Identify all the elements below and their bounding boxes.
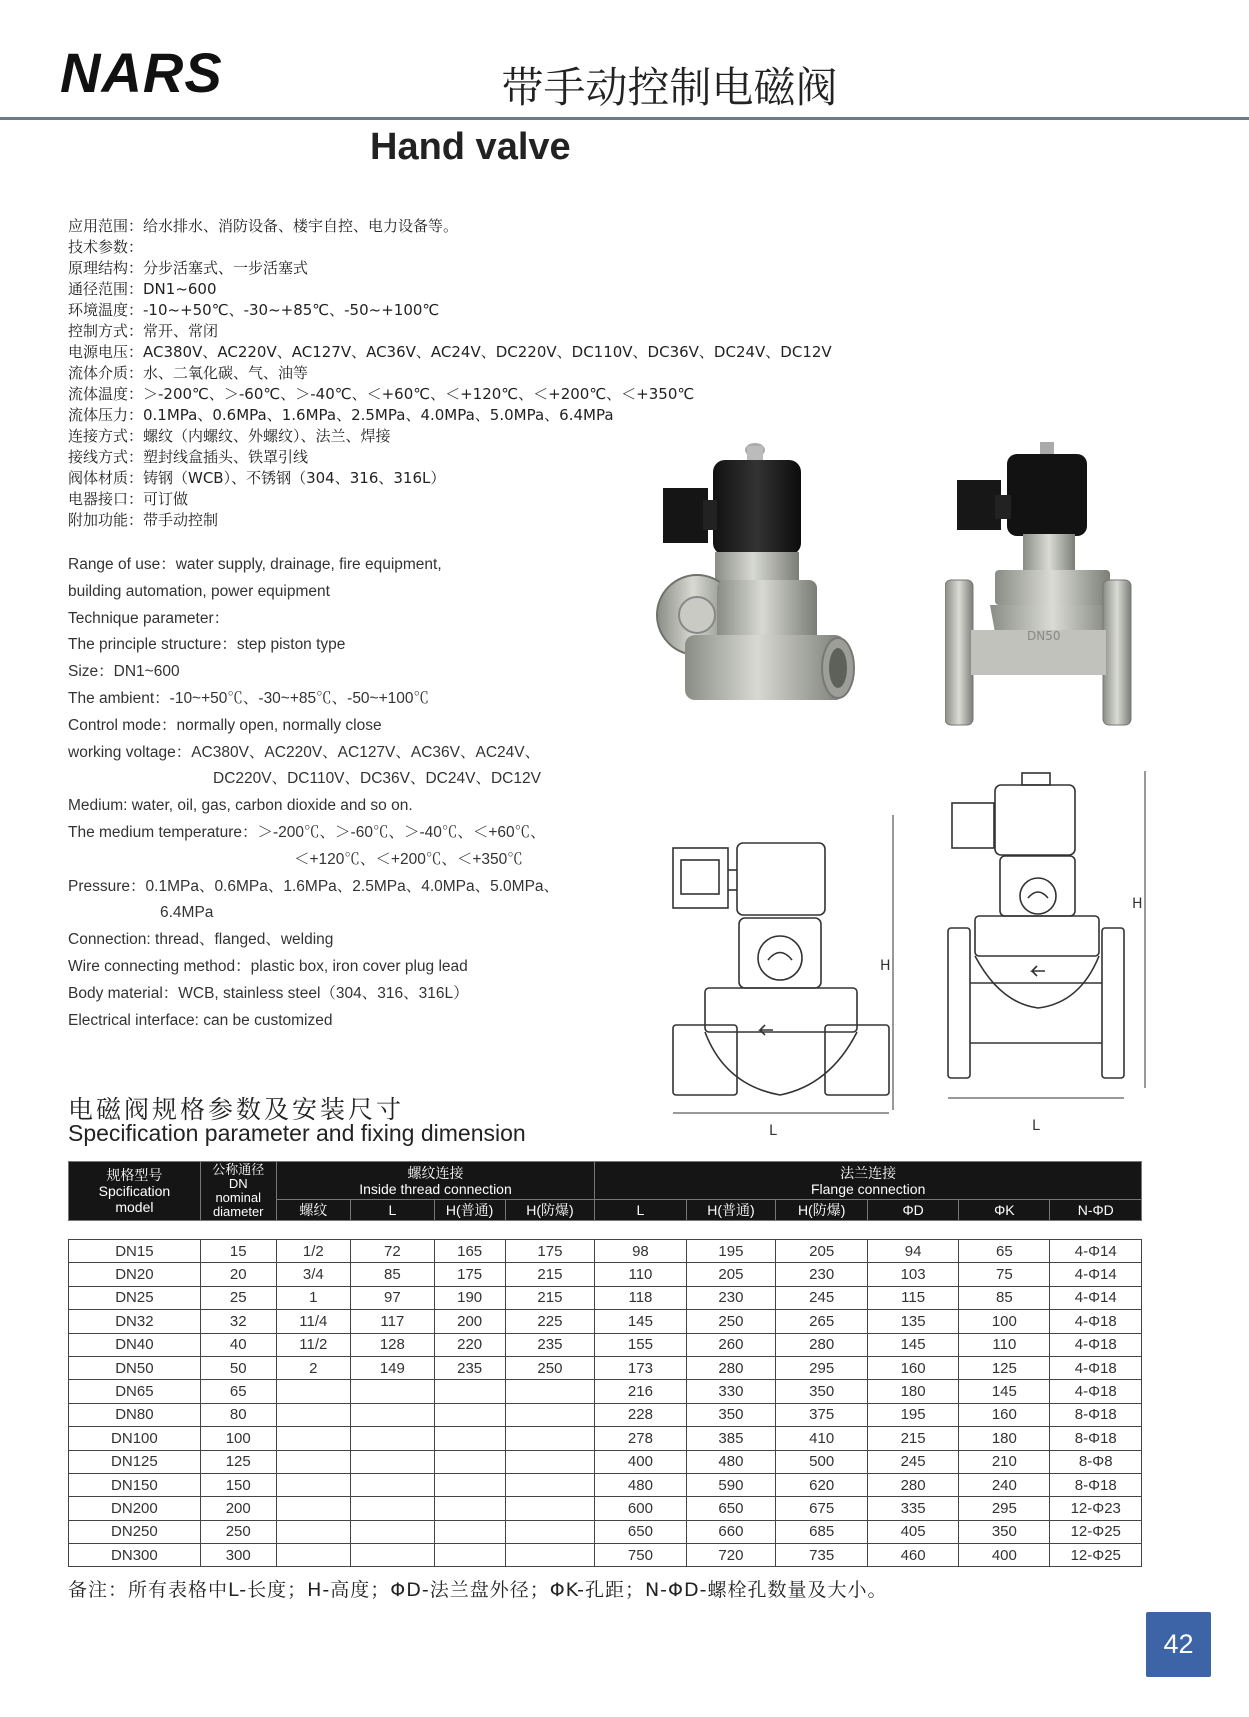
table-cell: 65 <box>959 1240 1050 1263</box>
page-title: 带手动控制电磁阀 <box>501 63 838 112</box>
table-cell <box>505 1544 595 1567</box>
table-cell: DN50 <box>69 1356 201 1379</box>
table-cell: 100 <box>959 1310 1050 1333</box>
table-row <box>69 1286 1142 1309</box>
table-row <box>69 1544 1142 1567</box>
table-cell <box>351 1473 435 1496</box>
table-cell: 216 <box>595 1380 686 1403</box>
header-thread <box>276 1162 595 1200</box>
header-dn <box>200 1162 276 1221</box>
table-cell: 230 <box>776 1263 868 1286</box>
table-cell: 8-Φ18 <box>1050 1403 1142 1426</box>
table-cell: 72 <box>351 1240 435 1263</box>
table-cell: 150 <box>200 1473 276 1496</box>
table-cell: 75 <box>959 1263 1050 1286</box>
table-cell: 4-Φ14 <box>1050 1240 1142 1263</box>
table-cell: 250 <box>200 1520 276 1543</box>
table-cell: 205 <box>686 1263 776 1286</box>
table-cell <box>434 1450 505 1473</box>
header-text: 规格型号 <box>106 1167 163 1183</box>
table-row <box>69 1240 1142 1263</box>
table-cell: 250 <box>686 1310 776 1333</box>
table-cell: 98 <box>595 1240 686 1263</box>
table-cell: 65 <box>200 1380 276 1403</box>
table-cell <box>505 1450 595 1473</box>
subheader: ΦD <box>867 1200 958 1221</box>
spec-en-line: The medium temperature：＞-200℃、＞-60℃、＞-40℃、＜+60℃、 <box>68 823 546 841</box>
spec-en-line: The ambient：-10~+50℃、-30~+85℃、-50~+100℃ <box>68 689 430 707</box>
spec-en-line: Range of use：water supply, drainage, fire equipment, <box>68 556 442 573</box>
table-cell: 295 <box>959 1497 1050 1520</box>
table-cell <box>276 1520 350 1543</box>
table-cell <box>505 1427 595 1450</box>
table-cell: 1 <box>276 1286 350 1309</box>
spec-cn-line: 技术参数： <box>68 238 144 256</box>
table-cell: 8-Φ8 <box>1050 1450 1142 1473</box>
table-cell: 260 <box>686 1333 776 1356</box>
header-model <box>69 1162 201 1221</box>
height-label: H <box>880 958 891 974</box>
table-cell: 400 <box>959 1544 1050 1567</box>
spec-en-line: Connection: thread、flanged、welding <box>68 931 334 949</box>
table-cell: 195 <box>686 1240 776 1263</box>
spec-en-line: working voltage：AC380V、AC220V、AC127V、AC36V、AC24V、 <box>68 743 541 761</box>
table-cell: 165 <box>434 1240 505 1263</box>
length-label: L <box>1032 1118 1040 1134</box>
table-cell <box>276 1450 350 1473</box>
table-cell: 215 <box>867 1427 958 1450</box>
table-cell: 155 <box>595 1333 686 1356</box>
table-cell <box>276 1403 350 1426</box>
table-cell: 405 <box>867 1520 958 1543</box>
header-text: nominal <box>215 1190 261 1205</box>
table-cell: 15 <box>200 1240 276 1263</box>
table-cell: 230 <box>686 1286 776 1309</box>
threaded-valve-drawing <box>665 810 915 1140</box>
table-cell <box>434 1427 505 1450</box>
subheader: 螺纹 <box>276 1200 350 1221</box>
spec-table <box>68 1161 1142 1567</box>
subheader: N-ΦD <box>1050 1200 1142 1221</box>
table-cell: 228 <box>595 1403 686 1426</box>
spec-list-en <box>68 552 559 1034</box>
spec-section-title-cn: 电磁阀规格参数及安装尺寸 <box>68 1095 405 1124</box>
table-cell: 190 <box>434 1286 505 1309</box>
table-cell: DN200 <box>69 1497 201 1520</box>
table-cell: 100 <box>200 1427 276 1450</box>
table-cell: 11/2 <box>276 1333 350 1356</box>
spec-en-line: DC220V、DC110V、DC36V、DC24V、DC12V <box>213 770 541 788</box>
table-cell <box>434 1473 505 1496</box>
table-cell: 110 <box>959 1333 1050 1356</box>
table-row <box>69 1263 1142 1286</box>
spec-en-line: The principle structure：step piston type <box>68 636 346 654</box>
table-cell <box>434 1520 505 1543</box>
spec-cn-line: 连接方式：螺纹（内螺纹、外螺纹）、法兰、焊接 <box>68 427 391 445</box>
table-cell <box>434 1403 505 1426</box>
table-cell: 145 <box>595 1310 686 1333</box>
table-cell: 385 <box>686 1427 776 1450</box>
table-cell <box>351 1427 435 1450</box>
spec-en-line: Body material：WCB, stainless steel（304、316、316L） <box>68 984 469 1002</box>
table-cell <box>351 1544 435 1567</box>
table-cell: 125 <box>959 1356 1050 1379</box>
table-row <box>69 1333 1142 1356</box>
table-cell: 180 <box>867 1380 958 1403</box>
table-cell: 235 <box>434 1356 505 1379</box>
table-cell: 135 <box>867 1310 958 1333</box>
table-cell: DN25 <box>69 1286 201 1309</box>
table-cell: 375 <box>776 1403 868 1426</box>
table-cell: 25 <box>200 1286 276 1309</box>
table-row <box>69 1403 1142 1426</box>
table-cell <box>351 1403 435 1426</box>
table-cell <box>276 1544 350 1567</box>
table-cell: 245 <box>776 1286 868 1309</box>
table-cell: 11/4 <box>276 1310 350 1333</box>
header-flange <box>595 1162 1142 1200</box>
subheader: H(防爆) <box>776 1200 868 1221</box>
spec-cn-line: 附加功能：带手动控制 <box>68 511 219 529</box>
table-row <box>69 1520 1142 1543</box>
spec-en-line: Electrical interface: can be customized <box>68 1011 333 1029</box>
table-cell: 94 <box>867 1240 958 1263</box>
spec-cn-line: 流体介质：水、二氧化碳、气、油等 <box>68 364 309 382</box>
table-cell: 12-Φ23 <box>1050 1497 1142 1520</box>
table-cell: 205 <box>776 1240 868 1263</box>
spec-section-title-en: Specification parameter and fixing dimension <box>68 1120 526 1146</box>
header-text: Flange connection <box>810 1180 926 1197</box>
table-cell: 160 <box>959 1403 1050 1426</box>
table-cell: 20 <box>200 1263 276 1286</box>
header-text: 法兰连接 <box>840 1164 897 1181</box>
table-row <box>69 1473 1142 1496</box>
table-cell: 103 <box>867 1263 958 1286</box>
table-cell: DN300 <box>69 1544 201 1567</box>
table-cell: DN32 <box>69 1310 201 1333</box>
dn-mark-label: DN50 <box>1027 629 1061 643</box>
table-cell: 280 <box>867 1473 958 1496</box>
spec-en-line: ＜+120℃、＜+200℃、＜+350℃ <box>294 850 523 868</box>
table-cell <box>434 1380 505 1403</box>
table-cell: 400 <box>595 1450 686 1473</box>
table-cell: 720 <box>686 1544 776 1567</box>
table-cell: 480 <box>595 1473 686 1496</box>
table-cell: 735 <box>776 1544 868 1567</box>
spec-en-line: Size：DN1~600 <box>68 663 180 681</box>
table-cell: 80 <box>200 1403 276 1426</box>
table-cell <box>505 1403 595 1426</box>
table-row <box>69 1380 1142 1403</box>
table-cell: 300 <box>200 1544 276 1567</box>
table-cell: 215 <box>505 1286 595 1309</box>
table-cell: 175 <box>505 1240 595 1263</box>
spec-cn-line: 环境温度：-10~+50℃、-30~+85℃、-50~+100℃ <box>68 301 440 319</box>
brand-logo: NARS <box>60 41 223 104</box>
table-cell: 85 <box>959 1286 1050 1309</box>
table-cell: 240 <box>959 1473 1050 1496</box>
table-cell: 620 <box>776 1473 868 1496</box>
table-cell: 4-Φ14 <box>1050 1263 1142 1286</box>
table-cell: 210 <box>959 1450 1050 1473</box>
subheader: ΦK <box>959 1200 1050 1221</box>
table-cell: 330 <box>686 1380 776 1403</box>
table-cell: 675 <box>776 1497 868 1520</box>
spec-en-line: 6.4MPa <box>160 904 214 922</box>
table-note: 备注：所有表格中L-长度；H-高度；ΦD-法兰盘外径；ΦK-孔距；N-ΦD-螺栓孔数量及大小。 <box>68 1579 888 1601</box>
length-label: L <box>769 1123 777 1139</box>
table-cell: 225 <box>505 1310 595 1333</box>
table-cell: 160 <box>867 1356 958 1379</box>
table-cell <box>505 1380 595 1403</box>
spec-cn-line: 应用范围：给水排水、消防设备、楼宇自控、电力设备等。 <box>68 217 459 235</box>
table-cell: 650 <box>595 1520 686 1543</box>
table-cell: 215 <box>505 1263 595 1286</box>
table-cell <box>434 1544 505 1567</box>
table-cell: 117 <box>351 1310 435 1333</box>
table-row <box>69 1497 1142 1520</box>
header-text: diameter <box>212 1204 264 1219</box>
table-cell: 145 <box>867 1333 958 1356</box>
spec-cn-line: 通径范围：DN1~600 <box>68 280 217 298</box>
table-cell: 85 <box>351 1263 435 1286</box>
table-cell: 175 <box>434 1263 505 1286</box>
table-cell: 750 <box>595 1544 686 1567</box>
table-cell: 110 <box>595 1263 686 1286</box>
table-cell: 12-Φ25 <box>1050 1520 1142 1543</box>
table-cell: 200 <box>200 1497 276 1520</box>
table-spacer <box>69 1221 1142 1240</box>
spec-en-line: Medium: water, oil, gas, carbon dioxide and so on. <box>68 797 413 815</box>
table-cell: 350 <box>776 1380 868 1403</box>
table-cell <box>276 1380 350 1403</box>
height-label: H <box>1132 896 1143 912</box>
table-cell: 50 <box>200 1356 276 1379</box>
table-cell: DN65 <box>69 1380 201 1403</box>
table-cell: 600 <box>595 1497 686 1520</box>
header-text: model <box>115 1199 154 1215</box>
table-cell: DN100 <box>69 1427 201 1450</box>
table-cell: 235 <box>505 1333 595 1356</box>
table-cell: 32 <box>200 1310 276 1333</box>
table-cell <box>351 1497 435 1520</box>
table-cell: 660 <box>686 1520 776 1543</box>
table-cell: 278 <box>595 1427 686 1450</box>
table-row <box>69 1427 1142 1450</box>
header-text: Spcification <box>98 1183 171 1199</box>
table-cell: 4-Φ18 <box>1050 1310 1142 1333</box>
table-cell: 180 <box>959 1427 1050 1450</box>
spec-cn-line: 原理结构：分步活塞式、一步活塞式 <box>68 259 309 277</box>
spec-cn-line: 接线方式：塑封线盒插头、铁罩引线 <box>68 448 309 466</box>
table-cell: 149 <box>351 1356 435 1379</box>
table-cell: DN125 <box>69 1450 201 1473</box>
subheader: L <box>595 1200 686 1221</box>
table-row <box>69 1310 1142 1333</box>
table-cell: 8-Φ18 <box>1050 1473 1142 1496</box>
table-cell: DN80 <box>69 1403 201 1426</box>
table-cell <box>276 1427 350 1450</box>
table-cell: 245 <box>867 1450 958 1473</box>
table-cell: 480 <box>686 1450 776 1473</box>
table-cell: 295 <box>776 1356 868 1379</box>
table-cell: 685 <box>776 1520 868 1543</box>
table-cell: 4-Φ18 <box>1050 1380 1142 1403</box>
table-cell: 4-Φ18 <box>1050 1333 1142 1356</box>
threaded-valve-photo <box>655 440 860 715</box>
header-text: 螺纹连接 <box>407 1164 464 1181</box>
table-cell: 173 <box>595 1356 686 1379</box>
table-cell: 335 <box>867 1497 958 1520</box>
table-cell: 350 <box>959 1520 1050 1543</box>
table-cell: 8-Φ18 <box>1050 1427 1142 1450</box>
table-cell: 350 <box>686 1403 776 1426</box>
spec-cn-line: 控制方式：常开、常闭 <box>68 322 219 340</box>
table-cell: 3/4 <box>276 1263 350 1286</box>
table-cell: 280 <box>686 1356 776 1379</box>
table-row <box>69 1450 1142 1473</box>
spec-en-line: Technique parameter： <box>68 609 230 627</box>
spec-en-line: Pressure：0.1MPa、0.6MPa、1.6MPa、2.5MPa、4.0MPa、5.0MPa、 <box>68 877 560 895</box>
spec-cn-line: 阀体材质：铸钢（WCB）、不锈钢（304、316、316L） <box>68 469 446 487</box>
table-cell: 280 <box>776 1333 868 1356</box>
table-cell <box>434 1497 505 1520</box>
spec-en-line: Control mode：normally open, normally close <box>68 716 382 734</box>
subheader: L <box>351 1200 435 1221</box>
table-cell: DN40 <box>69 1333 201 1356</box>
table-cell: 4-Φ18 <box>1050 1356 1142 1379</box>
spec-cn-line: 电器接口：可订做 <box>68 490 189 508</box>
spec-en-line: Wire connecting method：plastic box, iron cover plug lead <box>68 957 468 975</box>
table-cell <box>351 1450 435 1473</box>
subheader: H(防爆) <box>505 1200 595 1221</box>
page-subtitle: Hand valve <box>370 126 571 168</box>
table-cell: 118 <box>595 1286 686 1309</box>
table-cell: DN150 <box>69 1473 201 1496</box>
table-cell: 500 <box>776 1450 868 1473</box>
table-cell <box>505 1520 595 1543</box>
table-body <box>69 1240 1142 1567</box>
table-cell <box>276 1497 350 1520</box>
spec-cn-line: 流体压力：0.1MPa、0.6MPa、1.6MPa、2.5MPa、4.0MPa、5.0MPa、6.4MPa <box>68 406 614 424</box>
header-divider <box>0 117 1249 120</box>
table-cell <box>351 1380 435 1403</box>
spec-cn-line: 流体温度：＞-200℃、＞-60℃、＞-40℃、＜+60℃、＜+120℃、＜+200℃、＜+350℃ <box>68 385 695 403</box>
page-number: 42 <box>1146 1612 1211 1677</box>
flanged-valve-photo <box>945 440 1135 740</box>
table-cell: 250 <box>505 1356 595 1379</box>
header-text: Inside thread connection <box>359 1180 512 1197</box>
table-cell: 200 <box>434 1310 505 1333</box>
table-cell: 2 <box>276 1356 350 1379</box>
table-cell: 125 <box>200 1450 276 1473</box>
table-cell: 97 <box>351 1286 435 1309</box>
table-cell: DN15 <box>69 1240 201 1263</box>
table-cell: 220 <box>434 1333 505 1356</box>
flanged-valve-drawing <box>940 768 1150 1140</box>
spec-en-line: building automation, power equipment <box>68 582 330 600</box>
table-cell: 265 <box>776 1310 868 1333</box>
header-text: 公称通径 <box>212 1162 265 1177</box>
table-cell: 590 <box>686 1473 776 1496</box>
table-row <box>69 1356 1142 1379</box>
table-cell: 410 <box>776 1427 868 1450</box>
header-text: DN <box>228 1176 248 1191</box>
table-cell: 12-Φ25 <box>1050 1544 1142 1567</box>
table-cell <box>505 1497 595 1520</box>
subheader: H(普通) <box>434 1200 505 1221</box>
table-cell: 128 <box>351 1333 435 1356</box>
table-cell: 115 <box>867 1286 958 1309</box>
table-cell: 40 <box>200 1333 276 1356</box>
table-cell: DN250 <box>69 1520 201 1543</box>
table-cell <box>505 1473 595 1496</box>
table-cell: 145 <box>959 1380 1050 1403</box>
subheader: H(普通) <box>686 1200 776 1221</box>
table-cell: 4-Φ14 <box>1050 1286 1142 1309</box>
table-cell: 1/2 <box>276 1240 350 1263</box>
spec-cn-line: 电源电压：AC380V、AC220V、AC127V、AC36V、AC24V、DC220V、DC110V、DC36V、DC24V、DC12V <box>68 343 832 361</box>
table-cell: 460 <box>867 1544 958 1567</box>
table-cell: DN20 <box>69 1263 201 1286</box>
table-cell: 195 <box>867 1403 958 1426</box>
table-cell <box>276 1473 350 1496</box>
table-cell: 650 <box>686 1497 776 1520</box>
table-cell <box>351 1520 435 1543</box>
